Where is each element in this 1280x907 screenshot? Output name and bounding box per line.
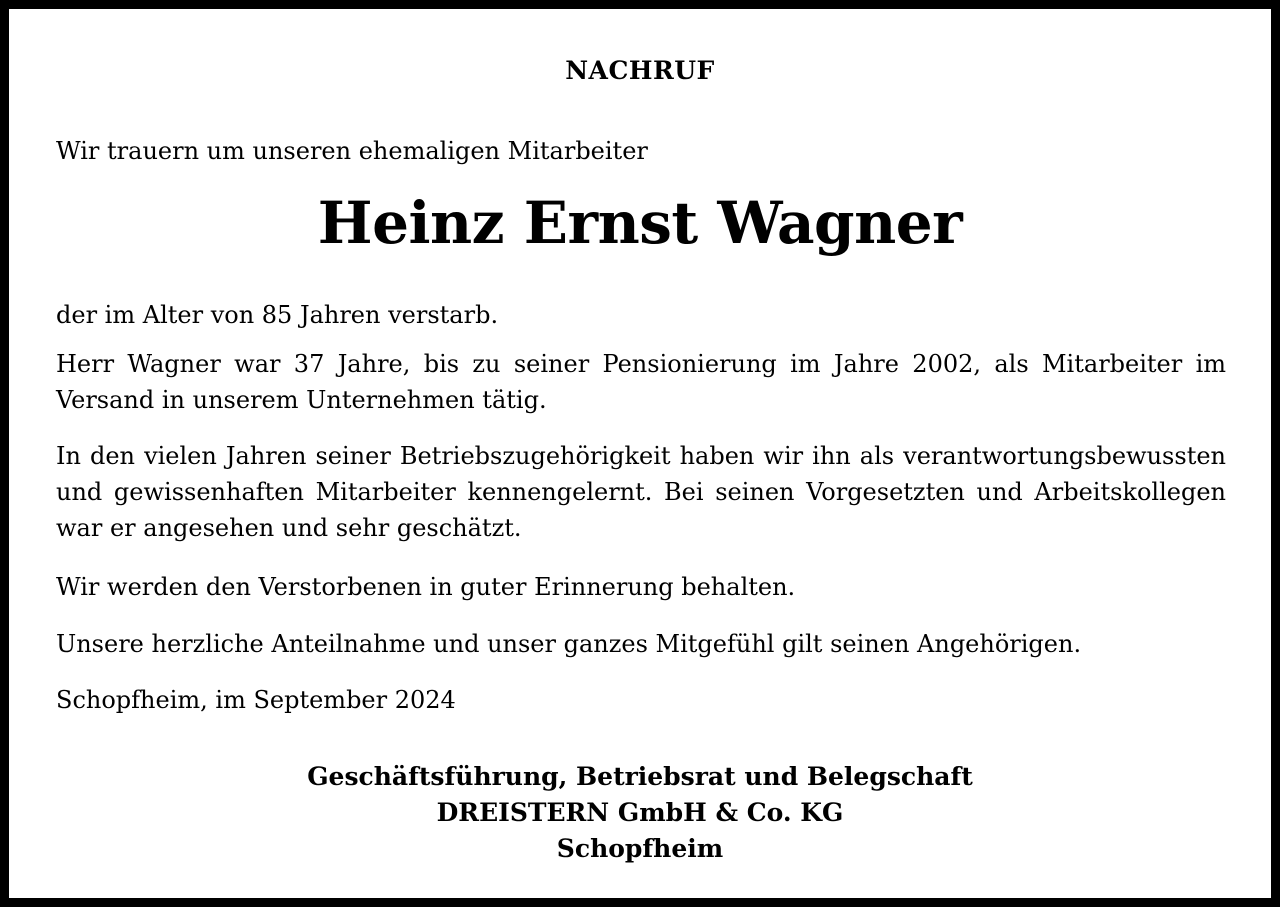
- age-line: der im Alter von 85 Jahren verstarb.: [56, 301, 499, 329]
- notice-heading: NACHRUF: [565, 56, 715, 85]
- service-paragraph: In den vielen Jahren seiner Betriebszugehörigkeit haben wir ihn als verantwortungsbewussten und gewissenhaften Mitarbeiter kennengelernt. Bei seinen Vorgesetzten und Arbeitskollegen war er angesehen und sehr geschätzt.: [56, 442, 1226, 542]
- career-paragraph: Herr Wagner war 37 Jahre, bis zu seiner Pensionierung im Jahre 2002, als Mitarbeiter im Versand in unserem Unternehmen tätig.: [56, 350, 1226, 414]
- intro-line: Wir trauern um unseren ehemaligen Mitarbeiter: [56, 137, 648, 165]
- signature-line-city: Schopfheim: [556, 834, 724, 863]
- signature-line-company: DREISTERN GmbH & Co. KG: [436, 798, 844, 827]
- place-date-line: Schopfheim, im September 2024: [56, 686, 456, 714]
- memory-line: Wir werden den Verstorbenen in guter Erinnerung behalten.: [56, 573, 796, 601]
- signature-block: [9, 759, 1271, 867]
- sympathy-line: Unsere herzliche Anteilnahme und unser ganzes Mitgefühl gilt seinen Angehörigen.: [56, 630, 1082, 658]
- signature-line-departments: Geschäftsführung, Betriebsrat und Belegschaft: [307, 762, 973, 791]
- deceased-name: Heinz Ernst Wagner: [317, 189, 963, 257]
